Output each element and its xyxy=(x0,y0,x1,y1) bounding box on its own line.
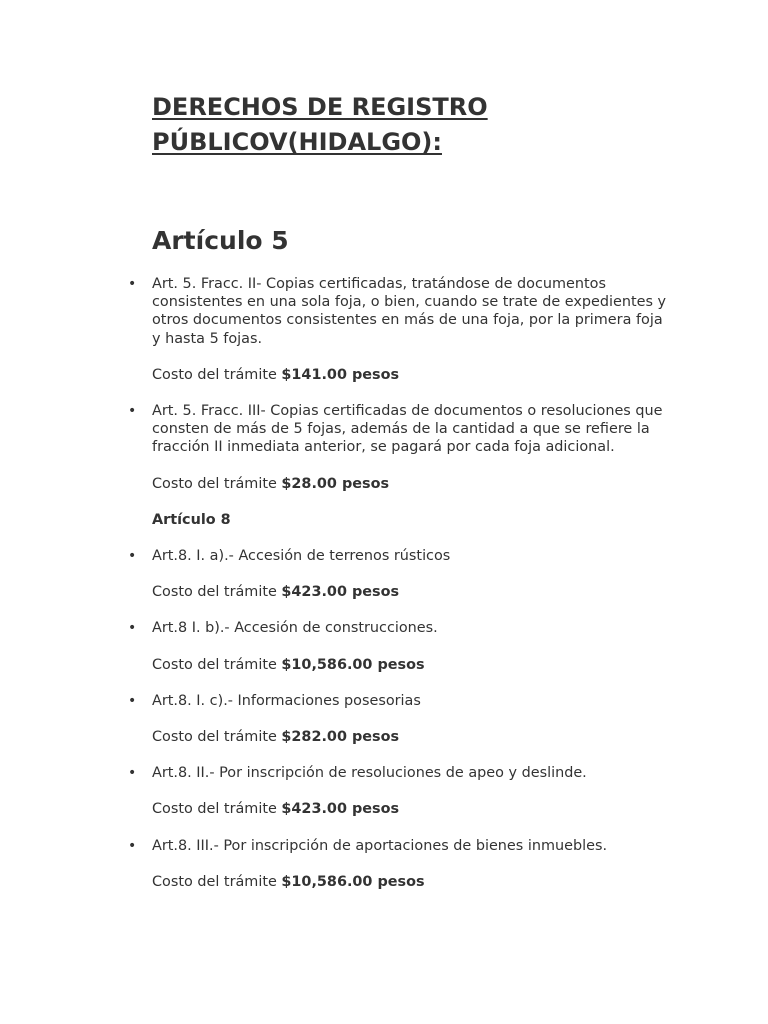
list-item-art5-fracc-3 xyxy=(128,402,672,457)
cost-line xyxy=(152,728,672,746)
item-text: Art.8 I. b).- Accesión de construcciones. xyxy=(152,620,438,637)
list-item-art8-1a xyxy=(128,547,672,565)
bullet: • xyxy=(128,548,137,565)
bullet: • xyxy=(128,620,137,637)
cost-label: Costo del trámite xyxy=(152,729,277,746)
cost-amount: $423.00 pesos xyxy=(281,801,400,818)
bullet: • xyxy=(128,837,137,854)
cost-line xyxy=(152,873,672,891)
bullet: • xyxy=(128,692,137,709)
cost-line xyxy=(152,366,672,384)
cost-line xyxy=(152,656,672,674)
subheading-articulo-8: Artículo 8 xyxy=(152,511,231,528)
cost-label: Costo del trámite xyxy=(152,366,277,383)
list-item-art5-fracc-2 xyxy=(128,275,672,348)
cost-label: Costo del trámite xyxy=(152,475,277,492)
bullet: • xyxy=(128,403,137,420)
list-item-art8-3 xyxy=(128,837,672,855)
item-text: Art. 5. Fracc. III- Copias certificadas de documentos o resoluciones que consten de más de 5 fojas, además de la cantidad a que se refiere la fracción II inmediata anterior, se pagará por cada foja adicional. xyxy=(152,403,663,456)
list-item-art8-1b xyxy=(128,619,672,637)
cost-label: Costo del trámite xyxy=(152,656,277,673)
bullet: • xyxy=(128,765,137,782)
entries-list xyxy=(128,275,672,909)
cost-amount: $10,586.00 pesos xyxy=(281,656,425,673)
document-title: DERECHOS DE REGISTRO PÚBLICOV(HIDALGO): xyxy=(152,93,488,156)
list-item-art8-2 xyxy=(128,764,672,782)
cost-amount: $141.00 pesos xyxy=(281,366,400,383)
item-text: Art. 5. Fracc. II- Copias certificadas, tratándose de documentos consistentes en una sola foja, o bien, cuando se trate de expedientes y otros documentos consistentes en más de una foja, por la primera foja y hasta 5 fojas. xyxy=(152,276,667,347)
cost-amount: $423.00 pesos xyxy=(281,584,400,601)
cost-amount: $282.00 pesos xyxy=(281,729,400,746)
section-heading-articulo-5: Artículo 5 xyxy=(152,226,289,255)
cost-label: Costo del trámite xyxy=(152,801,277,818)
item-text: Art.8. III.- Por inscripción de aportaciones de bienes inmuebles. xyxy=(152,837,608,854)
cost-label: Costo del trámite xyxy=(152,873,277,890)
cost-amount: $28.00 pesos xyxy=(281,475,390,492)
cost-line xyxy=(152,800,672,818)
cost-line xyxy=(152,583,672,601)
item-text: Art.8. I. a).- Accesión de terrenos rústicos xyxy=(152,548,451,565)
item-text: Art.8. I. c).- Informaciones posesorias xyxy=(152,692,421,709)
cost-label: Costo del trámite xyxy=(152,584,277,601)
item-text: Art.8. II.- Por inscripción de resoluciones de apeo y deslinde. xyxy=(152,765,587,782)
bullet: • xyxy=(128,276,137,292)
cost-line xyxy=(152,475,672,493)
list-item-art8-1c xyxy=(128,692,672,710)
cost-amount: $10,586.00 pesos xyxy=(281,873,425,890)
